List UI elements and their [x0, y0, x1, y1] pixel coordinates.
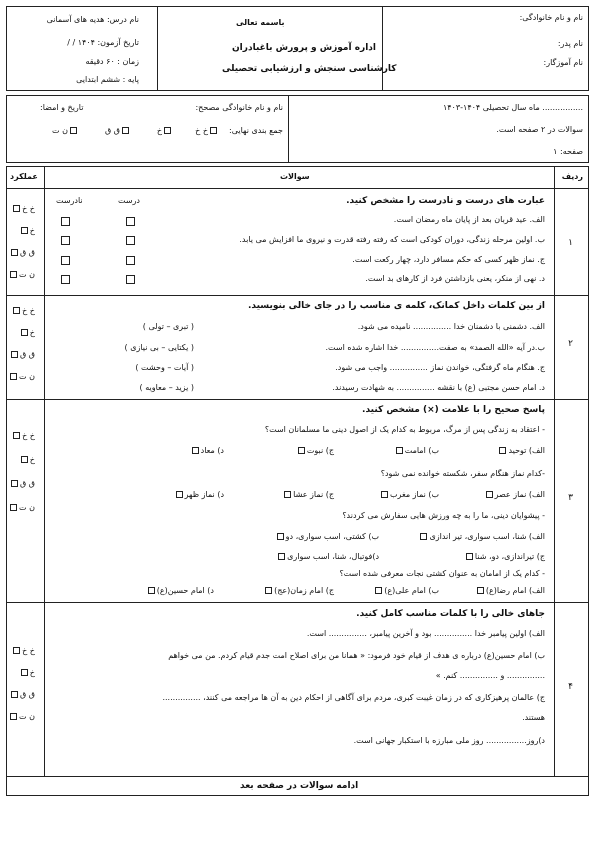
q2-number: ۲ — [568, 339, 573, 349]
q1-d-correct-checkbox[interactable] — [126, 275, 135, 284]
q1-incorrect-label: نادرست — [56, 196, 83, 205]
q3-q4-checkbox-d[interactable] — [148, 587, 155, 594]
q3-q3-checkbox-a[interactable] — [420, 533, 427, 540]
final-option-4: ن ت — [52, 126, 79, 136]
q3-q4-stem: - کدام یک از امامان به عنوان کشتی نجات معرفی شده است؟ — [339, 569, 545, 578]
q1-a-correct-checkbox[interactable] — [126, 217, 135, 226]
q1-grades — [8, 204, 35, 292]
q3-grade-checkbox-4[interactable] — [10, 504, 17, 511]
office-line1: اداره آموزش و پرورش باغبادران — [232, 43, 377, 53]
q3-q4-opt-b: ب) امام علی(ع) — [373, 586, 439, 596]
q3-q1-checkbox-a[interactable] — [499, 447, 506, 454]
q3-q2-opt-a: الف) نماز عصر — [484, 490, 545, 500]
q3-q3-opt-c: ج) تیراندازی، دو، شنا — [464, 552, 545, 562]
q4-grade-checkbox-4[interactable] — [10, 713, 17, 720]
q3-q1-checkbox-c[interactable] — [298, 447, 305, 454]
q3-q3-opt-b: ب) کشتی، اسب سواری، دو — [275, 532, 379, 542]
q3-q1-checkbox-d[interactable] — [192, 447, 199, 454]
q2-grade-4: ن ت — [8, 372, 35, 394]
q2-grade-3: ق ق — [8, 350, 35, 372]
q4-line-1: الف) اولین پیامبر خدا ............... بود و آخرین پیامبر، ............... است. — [306, 629, 545, 638]
q3-grade-checkbox-2[interactable] — [21, 456, 28, 463]
q2-grade-1: خ خ — [8, 306, 35, 328]
q3-q2-checkbox-d[interactable] — [176, 491, 183, 498]
q1-title: عبارت های درست و نادرست را مشخص کنید. — [346, 196, 545, 206]
q2-grade-checkbox-4[interactable] — [10, 373, 17, 380]
q1-d-incorrect-checkbox[interactable] — [61, 275, 70, 284]
q4-title: جاهای خالی را با کلمات مناسب کامل کنید. — [356, 609, 545, 619]
q1-a-incorrect-checkbox[interactable] — [61, 217, 70, 226]
q4-line-5: هستند. — [522, 713, 545, 722]
teacher-name-label: نام آموزگار: — [543, 58, 583, 67]
father-name-label: نام پدر: — [557, 39, 583, 48]
final-checkbox-4[interactable] — [70, 127, 77, 134]
exam-page — [6, 6, 589, 796]
q3-title: پاسخ صحیح را با علامت (×) مشخص کنید. — [362, 405, 545, 415]
q3-q3-checkbox-c[interactable] — [466, 553, 473, 560]
q4-grade-2: خ — [8, 668, 35, 690]
q4-grade-1: خ خ — [8, 646, 35, 668]
q3-q2-opt-b: ب) نماز مغرب — [379, 490, 439, 500]
q2-item-d-text: د. امام حسن مجتبی (ع) با نقشه ............... به شهادت رسیدند. — [332, 383, 545, 392]
final-option-1: خ خ — [195, 126, 219, 136]
q3-q4-opt-a: الف) امام رضا(ع) — [475, 586, 545, 596]
q3-grade-4: ن ت — [8, 503, 35, 527]
q3-q1-checkbox-b[interactable] — [396, 447, 403, 454]
q1-grade-checkbox-2[interactable] — [21, 227, 28, 234]
q1-grade-checkbox-1[interactable] — [13, 205, 20, 212]
q2-grade-checkbox-3[interactable] — [11, 351, 18, 358]
final-total-label: جمع بندی نهایی: — [229, 126, 283, 135]
final-checkbox-2[interactable] — [164, 127, 171, 134]
final-checkbox-3[interactable] — [122, 127, 129, 134]
duration-label: زمان : ۶۰ دقیقه — [85, 57, 139, 66]
final-option-3: ق ق — [105, 126, 131, 136]
q3-q3-stem: - پیشوایان دینی، ما را به چه ورزش هایی سفارش می کردند؟ — [342, 511, 545, 520]
pages-info: سوالات در ۲ صفحه است. — [496, 125, 583, 134]
q3-q2-opt-c: ج) نماز عشا — [282, 490, 334, 500]
q3-grade-3: ق ق — [8, 479, 35, 503]
q3-q3-opt-a: الف) شنا، اسب سواری، تیر اندازی — [418, 532, 545, 542]
q3-q4-checkbox-a[interactable] — [477, 587, 484, 594]
q1-item-b: ب. اولین مرحله زندگی، دوران کودکی است که رفته رفته قدرت و نیروی ما افزایش می یابد. — [239, 235, 545, 244]
q2-item-a-text: الف. دشمنی با دشمنان خدا ............... نامیده می شود. — [357, 322, 545, 331]
q2-grades — [8, 306, 35, 394]
q4-line-3: ............... و ............... کنم. » — [435, 671, 545, 680]
q3-q2-checkbox-c[interactable] — [284, 491, 291, 498]
q1-item-d: د. نهی از منکر، یعنی بازداشتن فرد از کارهای بد است. — [365, 274, 545, 283]
q2-grade-checkbox-2[interactable] — [21, 329, 28, 336]
q1-grade-3: ق ق — [8, 248, 35, 270]
q3-q4-checkbox-c[interactable] — [265, 587, 272, 594]
q1-item-a: الف. عید قربان بعد از پایان ماه رمضان است. — [393, 215, 545, 224]
page-number: صفحه: ۱ — [553, 147, 583, 156]
q1-c-incorrect-checkbox[interactable] — [61, 256, 70, 265]
q1-c-correct-checkbox[interactable] — [126, 256, 135, 265]
q3-grade-checkbox-3[interactable] — [11, 480, 18, 487]
q4-grade-3: ق ق — [8, 690, 35, 712]
q3-q1-opt-b: ب) امامت — [394, 446, 439, 456]
q2-item-b-options: ( یکتایی – بی نیازی ) — [124, 343, 194, 352]
q3-q2-stem: -کدام نماز هنگام سفر، شکسته خوانده نمی شود؟ — [380, 469, 545, 478]
performance-header: عملکرد — [10, 172, 38, 181]
q3-q2-checkbox-a[interactable] — [486, 491, 493, 498]
q1-correct-label: درست — [118, 196, 140, 205]
q1-b-incorrect-checkbox[interactable] — [61, 236, 70, 245]
q1-number: ۱ — [568, 238, 573, 248]
grade-level-label: پایه : ششم ابتدایی — [76, 75, 139, 84]
q3-q1-opt-d: د) معاد — [190, 446, 224, 456]
q2-item-a-options: ( تبری – تولی ) — [142, 322, 194, 331]
subject-label: نام درس: هدیه های آسمانی — [46, 15, 139, 24]
corrector-label: نام و نام خانوادگی مصحح: — [195, 103, 283, 112]
student-name-label: نام و نام خانوادگی: — [519, 13, 583, 22]
q2-grade-2: خ — [8, 328, 35, 350]
final-option-2: خ — [157, 126, 173, 136]
q4-grade-checkbox-2[interactable] — [21, 669, 28, 676]
q3-q1-opt-a: الف) توحید — [497, 446, 545, 456]
q3-grade-2: خ — [8, 455, 35, 479]
q2-item-c-text: ج. هنگام ماه گرفتگی، خواندن نماز ............... واجب می شود. — [335, 363, 545, 372]
office-line2: کارشناسی سنجش و ارزشیابی تحصیلی — [222, 64, 397, 74]
q3-q1-opt-c: ج) نبوت — [296, 446, 334, 456]
q4-grade-checkbox-1[interactable] — [13, 647, 20, 654]
q4-grade-4: ن ت — [8, 712, 35, 734]
q3-grade-1: خ خ — [8, 431, 35, 455]
q3-q2-checkbox-b[interactable] — [381, 491, 388, 498]
q3-grades — [8, 431, 35, 527]
q3-q3-checkbox-d[interactable] — [278, 553, 285, 560]
q3-q2-opt-d: د) نماز ظهر — [174, 490, 224, 500]
q3-q3-opt-d: د)فوتبال، شنا، اسب سواری — [276, 552, 379, 562]
q4-grades — [8, 646, 35, 734]
bismillah: باسمه تعالی — [236, 18, 285, 27]
q3-number: ۳ — [568, 493, 573, 503]
q4-line-4: ج) عالمان پرهیزکاری که در زمان غیبت کبری، مردم برای آگاهی از احکام دین به آن ها مراجعه می کنند، ............... — [162, 693, 545, 702]
q2-title: از بین کلمات داخل کمانک، کلمه ی مناسب را در جای خالی بنویسید. — [248, 301, 545, 311]
academic-year: ................ ماه سال تحصیلی ۱۴۰۴-۱۴۰۳ — [442, 103, 583, 112]
q1-grade-2: خ — [8, 226, 35, 248]
q1-grade-4: ن ت — [8, 270, 35, 292]
q3-q1-stem: - اعتقاد به زندگی پس از مرگ، مربوط به کدام یک از اصول دینی ما مسلمانان است؟ — [264, 425, 545, 434]
q2-item-d-options: ( یزید – معاویه ) — [139, 383, 194, 392]
q2-item-b-text: ب.در آیه «الله الصمد» به صفت............... خدا اشاره شده است. — [325, 343, 545, 352]
q4-grade-checkbox-3[interactable] — [11, 691, 18, 698]
q4-line-2: ب) امام حسین(ع) درباره ی هدف از قیام خود فرمود: « همانا من برای اصلاح امت جدم قیام کردم. من می خواهم — [168, 651, 545, 660]
final-checkbox-1[interactable] — [210, 127, 217, 134]
sign-label: تاریخ و امضا: — [40, 103, 84, 112]
q1-grade-1: خ خ — [8, 204, 35, 226]
q1-grade-checkbox-3[interactable] — [11, 249, 18, 256]
questions-header: سوالات — [280, 172, 310, 181]
q4-line-6: د)روز................ روز ملی مبارزه با استکبار جهانی است. — [353, 736, 545, 745]
exam-date-label: تاریخ آزمون: ۱۴۰۴ / / — [67, 38, 139, 47]
q3-q4-checkbox-b[interactable] — [375, 587, 382, 594]
q1-b-correct-checkbox[interactable] — [126, 236, 135, 245]
q2-item-c-options: ( آیات – وحشت ) — [135, 363, 194, 372]
q2-grade-checkbox-1[interactable] — [13, 307, 20, 314]
q4-number: ۴ — [568, 682, 573, 692]
q3-q4-opt-c: ج) امام زمان(عج) — [263, 586, 334, 596]
q3-q3-checkbox-b[interactable] — [277, 533, 284, 540]
row-header: ردیف — [561, 172, 583, 181]
q3-q4-opt-d: د) امام حسین(ع) — [146, 586, 214, 596]
q3-grade-checkbox-1[interactable] — [13, 432, 20, 439]
continue-note: ادامه سوالات در صفحه بعد — [240, 781, 359, 791]
q1-grade-checkbox-4[interactable] — [10, 271, 17, 278]
q1-item-c: ج. نماز ظهر کسی که حکم مسافر دارد، چهار رکعت است. — [352, 255, 545, 264]
